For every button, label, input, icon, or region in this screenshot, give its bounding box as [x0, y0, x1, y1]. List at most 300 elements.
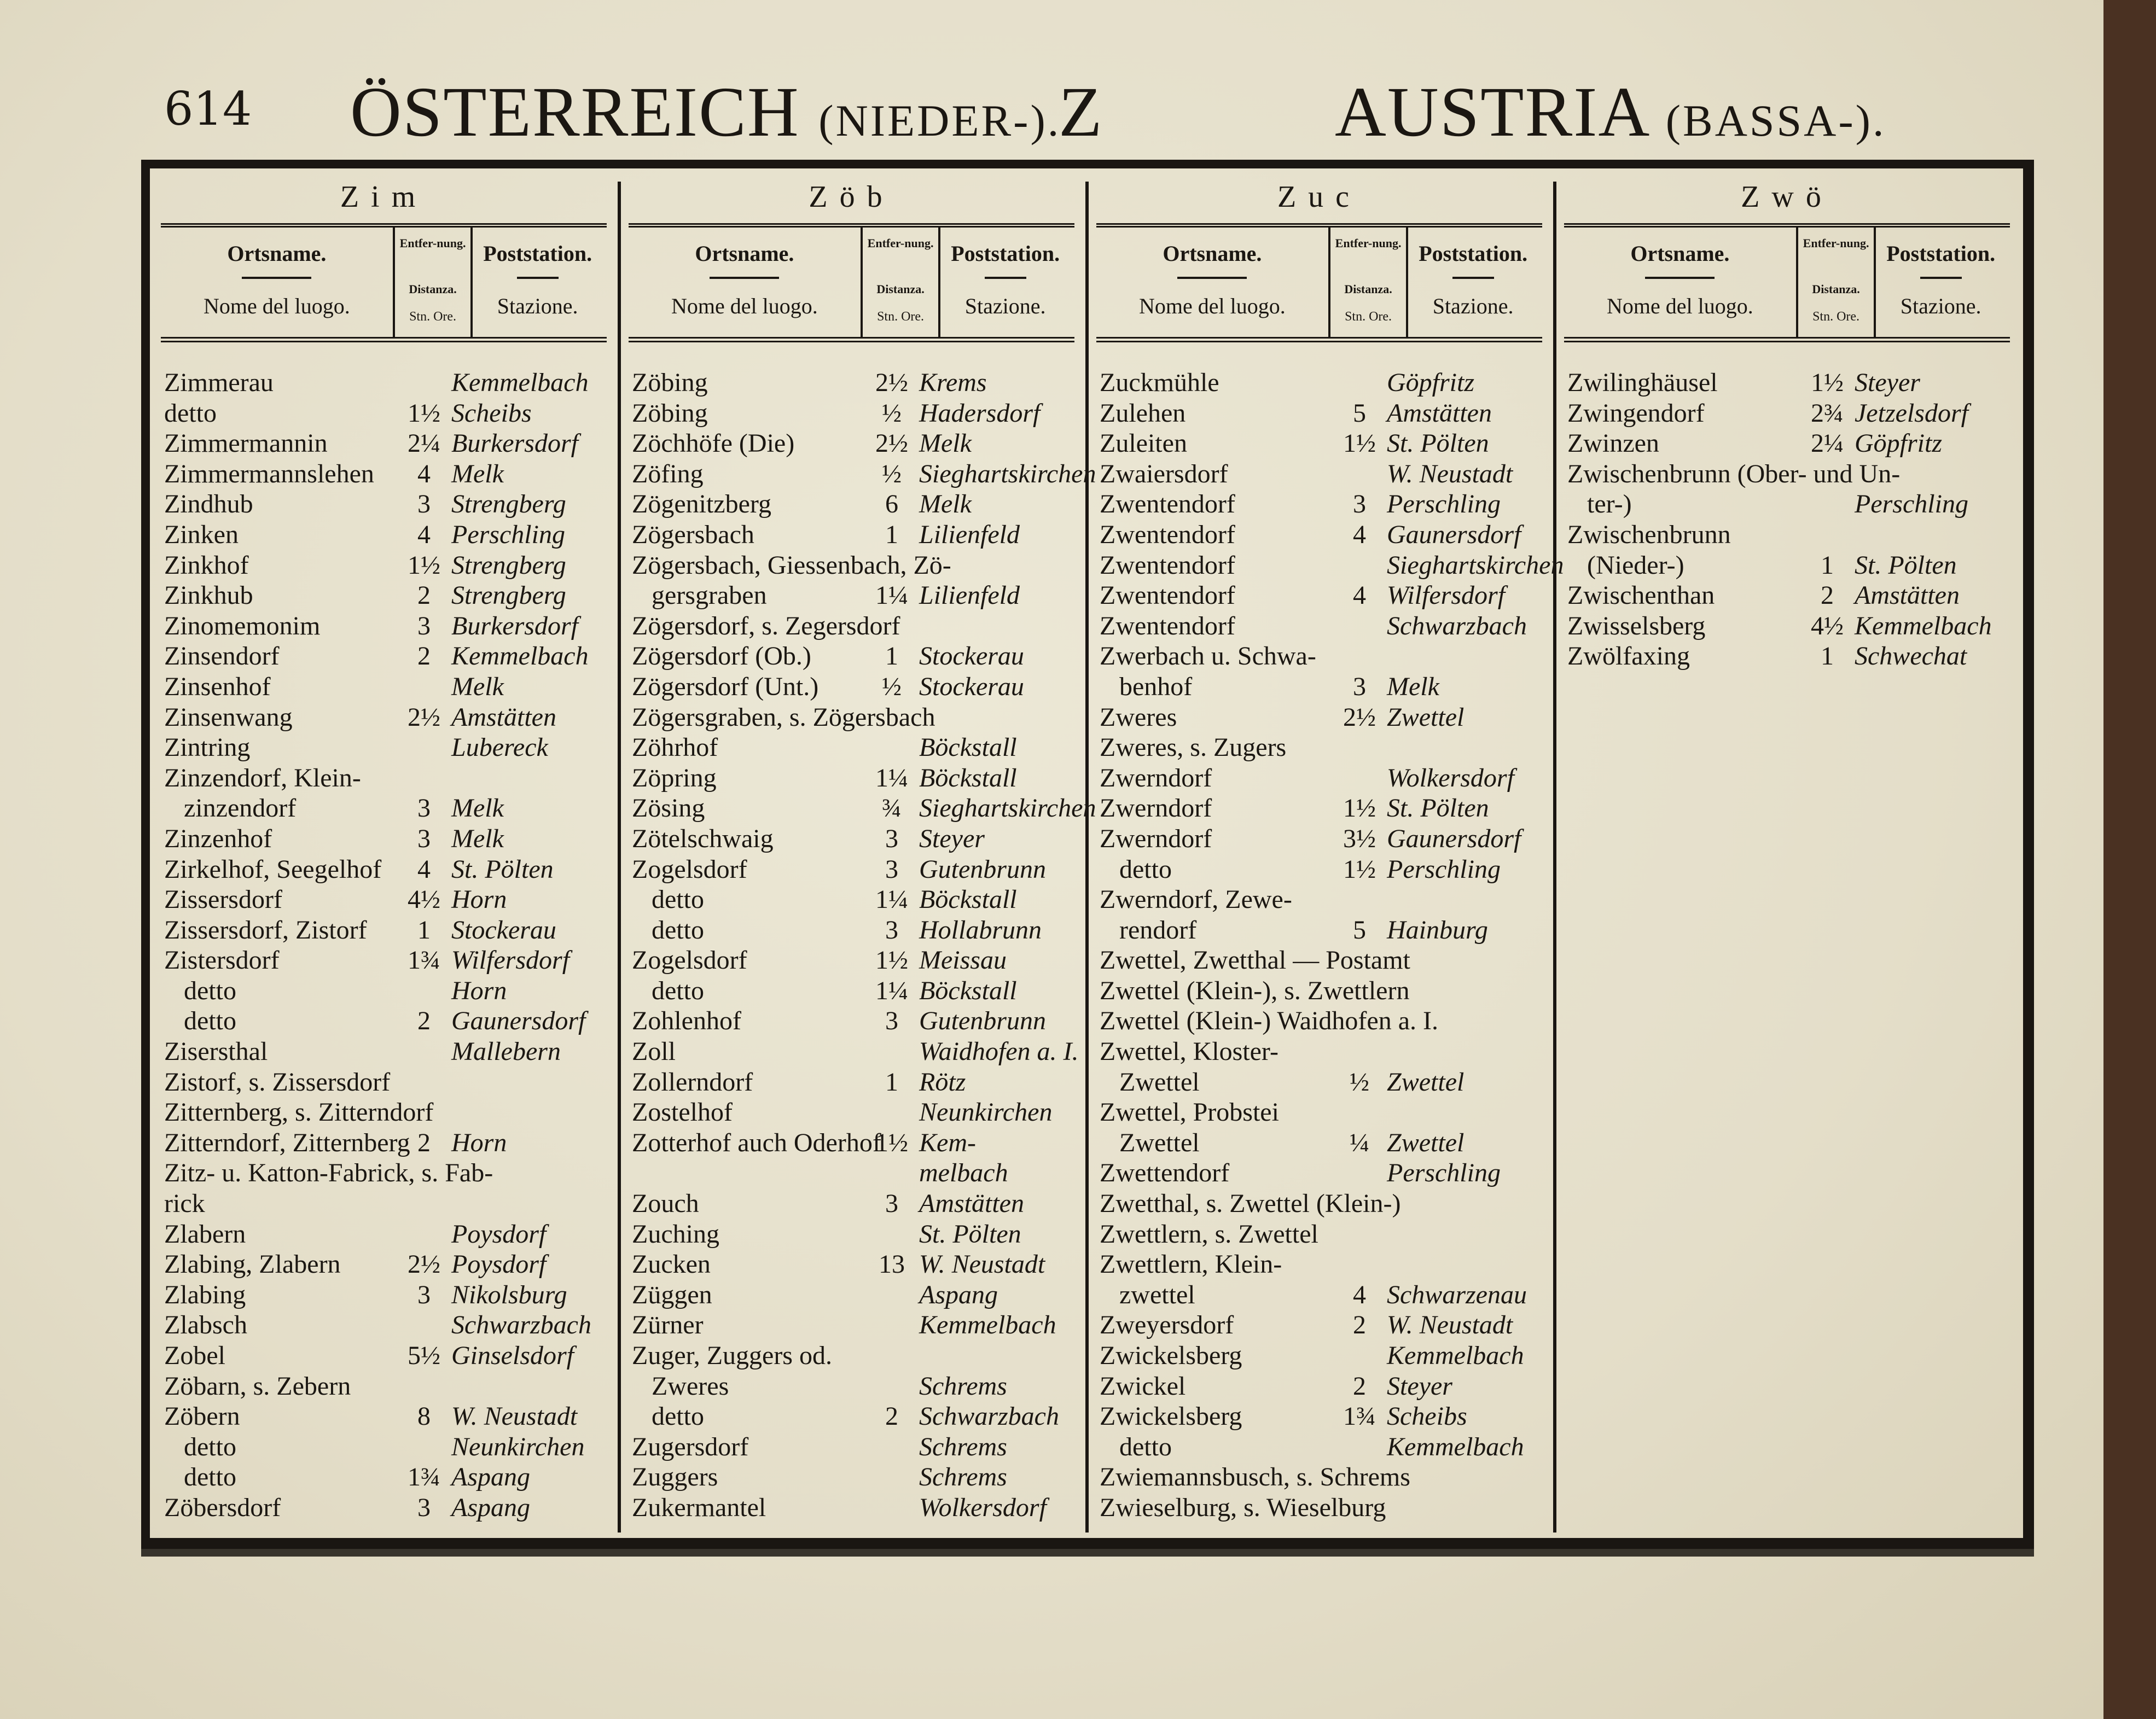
distance: 3	[885, 854, 898, 884]
list-item	[164, 459, 611, 490]
distance: 1½	[1343, 854, 1376, 884]
place-name: Zwettel, Kloster-	[1100, 1037, 1279, 1067]
distance: 3	[417, 1280, 431, 1309]
post-station: Kemmelbach	[451, 368, 589, 397]
distance: 4	[1353, 581, 1366, 610]
list-item	[1100, 824, 1547, 854]
place-name: Zwettlern, Klein-	[1100, 1250, 1282, 1279]
list-item	[632, 1371, 1079, 1402]
place-name: Zimmermannin	[164, 429, 328, 458]
post-station: Aspang	[919, 1280, 998, 1309]
header-name-de: Ortsname.	[1630, 241, 1730, 266]
column-header	[1564, 223, 2010, 342]
post-station: St. Pölten	[451, 854, 554, 884]
post-station: Stockerau	[919, 672, 1024, 701]
distance: 1½	[1811, 368, 1844, 397]
place-name: Zürner	[632, 1310, 704, 1340]
post-station: Sieghartskirchen	[919, 459, 1096, 488]
list-item	[164, 1067, 611, 1098]
place-name: Zögersbach, Giessenbach, Zö-	[632, 550, 951, 580]
post-station: Neunkirchen	[451, 1432, 585, 1461]
list-item	[164, 520, 611, 550]
place-name: Zwieselburg, s. Wieselburg	[1100, 1493, 1386, 1522]
header-dist-it: Distanza.	[1812, 282, 1860, 296]
post-station: Böckstall	[919, 763, 1017, 793]
list-item	[632, 641, 1079, 672]
gazetteer-table	[141, 160, 2034, 1549]
list-item	[164, 884, 611, 915]
post-station: Waidhofen a. I.	[919, 1037, 1079, 1067]
distance: 1	[885, 520, 898, 549]
distance: 1	[417, 915, 431, 945]
post-station: Kemmelbach	[1387, 1341, 1524, 1370]
place-name: Zinken	[164, 520, 239, 549]
post-station: Kemmelbach	[1387, 1432, 1524, 1461]
list-item	[632, 1249, 1079, 1280]
header-post-de: Poststation.	[1419, 241, 1528, 266]
list-item	[632, 1310, 1079, 1341]
header-name-de: Ortsname.	[227, 241, 327, 266]
post-station: Perschling	[451, 520, 565, 549]
post-station: Amstätten	[919, 1189, 1024, 1219]
place-name: Zwickel	[1100, 1371, 1186, 1401]
distance: 2	[1353, 1371, 1366, 1401]
list-item	[164, 945, 611, 976]
place-name: Zweres, s. Zugers	[1100, 733, 1287, 762]
distance: 2½	[408, 702, 440, 732]
list-item	[632, 580, 1079, 611]
place-name: (Nieder-)	[1567, 550, 1684, 580]
place-name: Zuckmühle	[1100, 368, 1219, 397]
column-header	[161, 223, 607, 342]
place-name: detto	[164, 1006, 236, 1036]
list-item	[632, 793, 1096, 824]
distance: 4	[1353, 520, 1366, 549]
post-station: Stockerau	[919, 642, 1024, 671]
place-name: Zwentendorf	[1100, 520, 1235, 549]
list-item	[1100, 459, 1547, 490]
list-item	[632, 1036, 1079, 1067]
header-dist-units: Stn. Ore.	[1345, 310, 1392, 324]
post-station: Schrems	[919, 1432, 1007, 1461]
post-station: St. Pölten	[919, 1219, 1021, 1249]
list-item	[632, 1219, 1079, 1250]
distance: 4	[417, 459, 431, 488]
list-item	[164, 976, 611, 1006]
list-item	[1100, 793, 1547, 824]
list-item	[632, 763, 1079, 794]
post-station: Zwettel	[1387, 702, 1465, 732]
place-name: Zistorf, s. Zissersdorf	[164, 1067, 391, 1097]
header-post-it: Stazione.	[1432, 294, 1514, 318]
distance: 2½	[408, 1250, 440, 1279]
place-name: Zögersbach	[632, 520, 754, 549]
post-station: Kem-	[919, 1128, 976, 1157]
list-item	[164, 1128, 611, 1158]
post-station: Scheibs	[451, 398, 532, 428]
post-station: Meissau	[919, 946, 1007, 975]
distance: 3	[417, 490, 431, 519]
post-station: Amstätten	[1855, 581, 1960, 610]
list-item	[1100, 1067, 1547, 1098]
distance: ½	[882, 672, 902, 701]
place-name: zinzendorf	[164, 794, 297, 823]
italian-subtitle: (BASSA-).	[1665, 96, 1886, 145]
post-station: Steyer	[919, 824, 985, 853]
post-station: W. Neustadt	[1387, 1310, 1513, 1340]
header-dist-de: Entfer-nung.	[1803, 236, 1869, 250]
place-name: Zwettel (Klein-) Waidhofen a. I.	[1100, 1006, 1439, 1036]
post-station: Perschling	[1387, 1158, 1501, 1188]
post-station: Aspang	[451, 1462, 530, 1492]
list-item	[632, 1067, 1079, 1098]
place-name: Zugersdorf	[632, 1432, 749, 1461]
list-item	[164, 1006, 611, 1036]
place-name: Zwentendorf	[1100, 611, 1235, 640]
place-name: Zintring	[164, 733, 251, 762]
distance: ½	[882, 398, 902, 428]
list-item	[632, 824, 1079, 854]
place-name: Zwinzen	[1567, 429, 1659, 458]
place-name: detto	[632, 915, 704, 945]
distance: 1¼	[875, 581, 908, 610]
list-item	[164, 854, 611, 885]
post-station: melbach	[919, 1158, 1008, 1188]
list-item	[164, 428, 611, 459]
place-name: Zlabing	[164, 1280, 246, 1309]
post-station: Burkersdorf	[451, 429, 578, 458]
post-station: Böckstall	[919, 733, 1017, 762]
list-item	[632, 1401, 1079, 1432]
distance: 2¼	[1811, 429, 1844, 458]
place-name: Zögersdorf, s. Zegersdorf	[632, 611, 900, 640]
german-title: ÖSTERREICH (NIEDER-).	[350, 73, 1061, 151]
post-station: Schrems	[919, 1462, 1007, 1492]
post-station: Kemmelbach	[451, 642, 589, 671]
place-name: Zöchhöfe (Die)	[632, 429, 795, 458]
distance: 3	[417, 611, 431, 640]
list-item	[1567, 611, 2014, 642]
list-item	[164, 1310, 611, 1341]
index-column	[1553, 168, 2021, 1538]
post-station: Sieghartskirchen	[919, 794, 1096, 823]
place-name: Zuger, Zuggers od.	[632, 1341, 832, 1370]
distance: 6	[885, 490, 898, 519]
entry-list	[1567, 368, 2014, 672]
place-name: Zissersdorf	[164, 885, 282, 914]
post-station: Mallebern	[451, 1037, 561, 1067]
place-name: rendorf	[1100, 915, 1197, 945]
place-name: Zwerndorf	[1100, 824, 1212, 853]
header-name-it: Nome del luogo.	[1607, 294, 1753, 318]
post-station: Böckstall	[919, 885, 1017, 914]
list-item	[632, 398, 1079, 429]
list-item	[1567, 489, 2014, 520]
list-item	[632, 854, 1079, 885]
distance: 2½	[875, 368, 908, 397]
distance: 3	[885, 1189, 898, 1219]
list-item	[1100, 520, 1547, 550]
column-header	[629, 223, 1074, 342]
list-item	[632, 915, 1079, 946]
distance: 2	[417, 1006, 431, 1036]
place-name: Zöfing	[632, 459, 704, 488]
distance: 3	[1353, 490, 1366, 519]
place-name: Zögersdorf (Unt.)	[632, 672, 819, 701]
place-name: Zwentendorf	[1100, 581, 1235, 610]
list-item	[164, 398, 611, 429]
place-name: Zotterhof auch Oderhof	[632, 1128, 881, 1157]
post-station: Stockerau	[451, 915, 556, 945]
post-station: Horn	[451, 976, 507, 1005]
index-column	[1085, 168, 1564, 1538]
place-name: Zwentendorf	[1100, 490, 1235, 519]
list-item	[1100, 1493, 1547, 1523]
place-name: detto	[1100, 1432, 1172, 1461]
place-name: Zwickelsberg	[1100, 1402, 1242, 1431]
post-station: Strengberg	[451, 550, 566, 580]
list-item	[164, 1493, 611, 1523]
list-item	[164, 489, 611, 520]
place-name: Zwentendorf	[1100, 550, 1235, 580]
post-station: Göpfritz	[1387, 368, 1475, 397]
post-station: Amstätten	[1387, 398, 1492, 428]
place-name: Zouch	[632, 1189, 699, 1219]
distance: 3½	[1343, 824, 1376, 853]
post-station: Krems	[919, 368, 987, 397]
distance: 1	[1821, 642, 1834, 671]
place-name: Zucken	[632, 1250, 711, 1279]
list-item	[164, 550, 611, 581]
place-name: Zitternberg, s. Zitterndorf	[164, 1098, 434, 1127]
list-item	[164, 1249, 611, 1280]
place-name: Zöpring	[632, 763, 717, 793]
distance: 8	[417, 1402, 431, 1431]
list-item	[1100, 1280, 1547, 1310]
post-station: Neunkirchen	[919, 1098, 1053, 1127]
post-station: W. Neustadt	[919, 1250, 1045, 1279]
distance: 1½	[875, 1128, 908, 1157]
list-item	[632, 1432, 1079, 1462]
post-station: Wilfersdorf	[1387, 581, 1506, 610]
header-post-it: Stazione.	[497, 294, 578, 318]
list-item	[1100, 1341, 1547, 1371]
distance: 2¾	[1811, 398, 1844, 428]
list-item	[632, 976, 1079, 1006]
list-item	[632, 459, 1096, 490]
distance: 3	[1353, 672, 1366, 701]
list-item	[1100, 1219, 1547, 1250]
place-name: Zitz- u. Katton-Fabrick, s. Fab-	[164, 1158, 493, 1188]
header-dist-de: Entfer-nung.	[867, 236, 934, 250]
place-name: benhof	[1100, 672, 1193, 701]
distance: 4	[417, 520, 431, 549]
post-station: Poysdorf	[451, 1250, 547, 1279]
place-name: Zimmerau	[164, 368, 274, 397]
distance: 5	[1353, 398, 1366, 428]
header-dist-units: Stn. Ore.	[1812, 310, 1860, 324]
list-item	[164, 763, 611, 794]
place-name: Zinkhub	[164, 581, 253, 610]
place-name: Zwilinghäusel	[1567, 368, 1718, 397]
header-dist-de: Entfer-nung.	[1335, 236, 1402, 250]
italian-title: AUSTRIA (BASSA-).	[1335, 73, 1886, 151]
index-column	[618, 168, 1096, 1538]
list-item	[1567, 428, 2014, 459]
post-station: Wolkersdorf	[1387, 763, 1514, 793]
place-name: Zwettel, Probstei	[1100, 1098, 1279, 1127]
post-station: St. Pölten	[1387, 429, 1489, 458]
place-name: Zweres	[632, 1371, 729, 1401]
place-name: Zuching	[632, 1219, 719, 1249]
place-name: Zwölfaxing	[1567, 642, 1690, 671]
list-item	[164, 1219, 611, 1250]
header-name-de: Ortsname.	[1163, 241, 1262, 266]
place-name: Zögersgraben, s. Zögersbach	[632, 702, 935, 732]
list-item	[164, 793, 611, 824]
place-name: Zötelschwaig	[632, 824, 774, 853]
list-item	[164, 641, 611, 672]
list-item	[1100, 580, 1547, 611]
place-name: Zwettel	[1100, 1128, 1200, 1157]
post-station: Schwarzenau	[1387, 1280, 1527, 1309]
list-item	[632, 520, 1079, 550]
place-name: Zinsendorf	[164, 642, 280, 671]
list-item	[1100, 1097, 1547, 1128]
distance: 1¼	[875, 976, 908, 1005]
place-name: Zinzendorf, Klein-	[164, 763, 361, 793]
header-dist-it: Distanza.	[1344, 282, 1392, 296]
place-name: Zöbing	[632, 398, 708, 428]
post-station: Wilfersdorf	[451, 946, 570, 975]
post-station: Strengberg	[451, 490, 566, 519]
place-name: Zlabing, Zlabern	[164, 1250, 341, 1279]
list-item	[164, 368, 611, 398]
place-name: Zinkhof	[164, 550, 249, 580]
distance: 3	[417, 1493, 431, 1522]
distance: 4	[1353, 1280, 1366, 1309]
place-name: Zwettendorf	[1100, 1158, 1230, 1188]
post-station: Perschling	[1387, 490, 1501, 519]
place-name: Zinsenhof	[164, 672, 271, 701]
post-station: Göpfritz	[1855, 429, 1943, 458]
list-item	[632, 428, 1079, 459]
list-item	[1100, 1371, 1547, 1402]
place-name: Zwettlern, s. Zwettel	[1100, 1219, 1318, 1249]
list-item	[1100, 732, 1547, 763]
distance: 1¼	[875, 763, 908, 793]
place-name: Zwerndorf	[1100, 794, 1212, 823]
place-name: Zöbern	[164, 1402, 240, 1431]
distance: 5½	[408, 1341, 440, 1370]
place-name: Zogelsdorf	[632, 946, 747, 975]
page-number: 614	[164, 82, 252, 136]
list-item	[1567, 580, 2014, 611]
post-station: Schwechat	[1855, 642, 1967, 671]
place-name: Zissersdorf, Zistorf	[164, 915, 367, 945]
place-name: Zwickelsberg	[1100, 1341, 1242, 1370]
list-item	[164, 732, 611, 763]
list-item	[1100, 945, 1547, 976]
place-name: Zwischenbrunn	[1567, 520, 1731, 549]
place-name: Zinsenwang	[164, 702, 293, 732]
distance: 3	[885, 1006, 898, 1036]
distance: 1	[1821, 550, 1834, 580]
list-item	[632, 1158, 1079, 1188]
distance: 3	[885, 824, 898, 853]
distance: 4½	[1811, 611, 1844, 640]
post-station: Gutenbrunn	[919, 854, 1046, 884]
post-station: Gaunersdorf	[451, 1006, 586, 1036]
post-station: Schwarzbach	[451, 1310, 591, 1340]
place-name: Zuggers	[632, 1462, 718, 1492]
post-station: W. Neustadt	[451, 1402, 578, 1431]
list-item	[632, 1006, 1079, 1036]
post-station: Melk	[451, 459, 504, 488]
distance: 2	[417, 642, 431, 671]
place-name: Zuleiten	[1100, 429, 1187, 458]
list-item	[632, 1462, 1079, 1493]
list-item	[1100, 368, 1547, 398]
list-item	[164, 1158, 611, 1188]
place-name: Zindhub	[164, 490, 253, 519]
list-item	[1100, 976, 1547, 1006]
place-name: gersgraben	[632, 581, 767, 610]
place-name: Zobel	[164, 1341, 225, 1370]
place-name: Zogelsdorf	[632, 854, 747, 884]
place-name: Zulehen	[1100, 398, 1186, 428]
list-item	[1100, 884, 1547, 915]
list-item	[1100, 489, 1547, 520]
distance: 1½	[1343, 429, 1376, 458]
place-name: Zwerndorf	[1100, 763, 1212, 793]
post-station: Hadersdorf	[919, 398, 1041, 428]
list-item	[1100, 1188, 1547, 1219]
place-name: Zitterndorf, Zitternberg	[164, 1128, 410, 1157]
column-title: Zwö	[1741, 180, 1833, 214]
distance: 1½	[408, 550, 440, 580]
post-station: Zwettel	[1387, 1067, 1465, 1097]
distance: 2	[1353, 1310, 1366, 1340]
place-name: Zwischenbrunn (Ober- und Un-	[1567, 459, 1901, 488]
list-item	[164, 915, 611, 946]
place-name: Zoll	[632, 1037, 676, 1067]
post-station: Lilienfeld	[919, 581, 1020, 610]
list-item	[632, 1341, 1079, 1371]
post-station: St. Pölten	[1387, 794, 1489, 823]
post-station: Rötz	[919, 1067, 966, 1097]
header-dist-it: Distanza.	[876, 282, 925, 296]
place-name: Zohlenhof	[632, 1006, 741, 1036]
distance: 1¾	[408, 946, 440, 975]
post-station: Burkersdorf	[451, 611, 578, 640]
header-name-it: Nome del luogo.	[671, 294, 818, 318]
header-dist-de: Entfer-nung.	[399, 236, 466, 250]
post-station: Amstätten	[451, 702, 556, 732]
post-station: Scheibs	[1387, 1402, 1467, 1431]
list-item	[1100, 915, 1547, 946]
distance: 4	[417, 854, 431, 884]
distance: 4½	[408, 885, 440, 914]
list-item	[164, 1462, 611, 1493]
distance: 2	[885, 1402, 898, 1431]
place-name: Zwiemannsbusch, s. Schrems	[1100, 1462, 1410, 1492]
place-name: Zlabsch	[164, 1310, 247, 1340]
book-edge	[2103, 0, 2156, 1719]
place-name: Zinomemonim	[164, 611, 321, 640]
distance: 1½	[408, 398, 440, 428]
place-name: Zwerndorf, Zewe-	[1100, 885, 1292, 914]
